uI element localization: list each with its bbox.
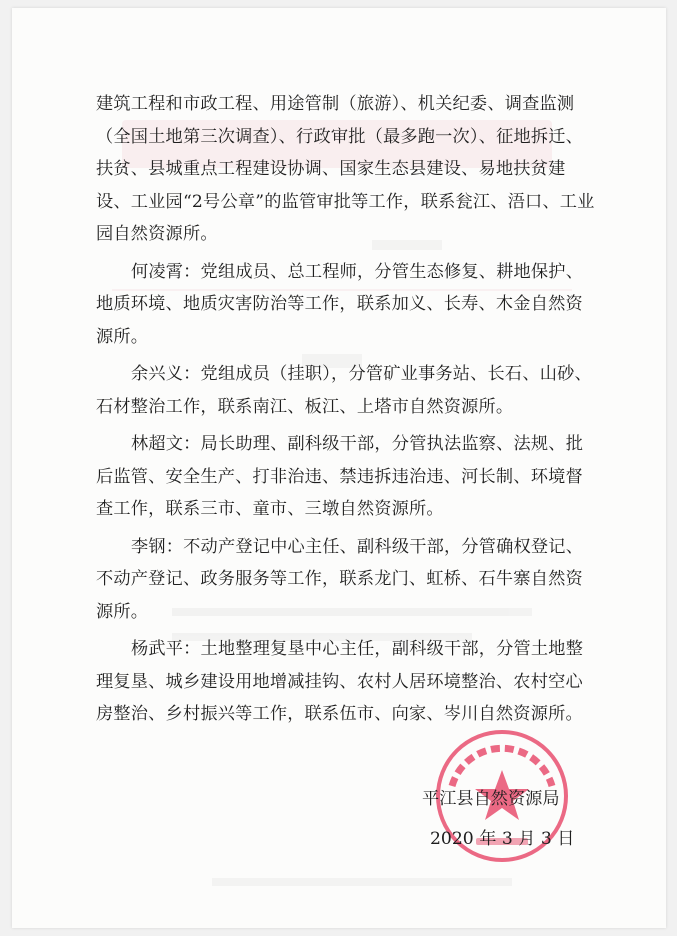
paragraph-5: 李钢：不动产登记中心主任、副科级干部，分管确权登记、不动产登记、政务服务等工作，联系龙门、虹桥、石牛寨自然资源所。 (96, 536, 584, 622)
paragraph-2: 何凌霄：党组成员、总工程师，分管生态修复、耕地保护、地质环境、地质灾害防治等工作，联系加义、长寿、木金自然资源所。 (96, 261, 584, 347)
paragraph-1: 建筑工程和市政工程、用途管制（旅游）、机关纪委、调查监测（全国土地第三次调查）、行政审批（最多跑一次）、征地拆迁、扶贫、县城重点工程建设协调、国家生态县建设、易地扶贫建设、工业园“2号公章”的监管审批等工作，联系瓮江、浯口、工业园自然资源所。 (96, 94, 595, 244)
paragraph-6: 杨武平：土地整理复垦中心主任，副科级干部，分管土地整理复垦、城乡建设用地增减挂钩、农村人居环境整治、农村空心房整治、乡村振兴等工作，联系伍市、向家、岑川自然资源所。 (96, 639, 584, 724)
paragraph-3: 余兴义：党组成员（挂职），分管矿业事务站、长石、山砂、石材整治工作，联系南江、板江、上塔市自然资源所。 (96, 364, 592, 417)
body-text (96, 88, 596, 731)
issuer-name: 平江县自然资源局 (422, 789, 560, 809)
paragraph-4: 林超文：局长助理、副科级干部，分管执法监察、法规、批后监管、安全生产、打非治违、禁违拆违治违、河长制、环境督查工作，联系三市、童市、三墩自然资源所。 (96, 434, 584, 519)
document-page (12, 8, 666, 928)
issue-date: 2020 年 3 月 3 日 (430, 829, 575, 849)
